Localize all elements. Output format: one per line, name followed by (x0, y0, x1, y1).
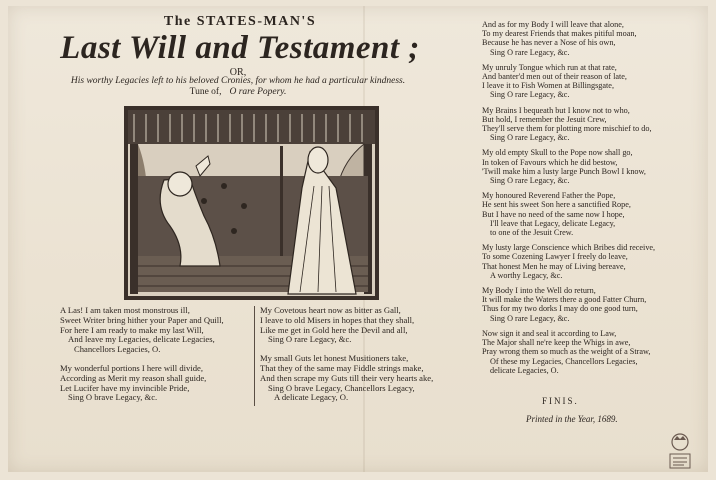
title-line-2: Last Will and Testament ; (60, 30, 420, 66)
verse-line: He sent his sweet Son here a sanctified Rope, (482, 200, 631, 210)
verse-line: Sing O brave Legacy, &c. (68, 392, 158, 403)
verse-column-right (482, 20, 707, 381)
verse-line: According as Merit my reason shall guide, (60, 372, 207, 383)
stanza (482, 148, 707, 185)
imprint: Printed in the Year, 1689. (526, 414, 618, 424)
verse-line: But I have no need of the same now I hope, (482, 209, 625, 219)
verse-line: They'll serve them for plotting more mischief to do, (482, 124, 652, 134)
column-divider (254, 306, 255, 406)
broadside-sheet (8, 6, 708, 472)
stanza (482, 329, 707, 375)
verse-line: My unruly Tongue which run at that rate, (482, 62, 617, 72)
verse-line: I leave to old Misers in hopes that they shall, (260, 314, 415, 325)
library-stamp-icon (664, 430, 696, 474)
verse-line: Sing O rare Legacy, &c. (490, 90, 570, 100)
verse-line: The Major shall ne're keep the Whigs in awe, (482, 338, 631, 348)
finis: FINIS. (542, 396, 579, 406)
verse-line: delicate Legacies, O. (490, 365, 559, 375)
verse-line: And leave my Legacies, delicate Legacies, (68, 334, 215, 345)
verse-line: Sing O rare Legacy, &c. (490, 47, 570, 57)
stanza (482, 20, 707, 57)
tune-line (128, 87, 348, 97)
title-or: OR, (229, 67, 247, 78)
verse-line: A delicate Legacy, O. (274, 392, 349, 403)
verse-column-b (260, 306, 450, 412)
verse-line: A worthy Legacy, &c. (490, 270, 563, 280)
verse-line: Of these my Legacies, Chancellors Legacies, (490, 356, 638, 366)
verse-line: But hold, I remember the Jesuit Crew, (482, 114, 607, 124)
verse-line: That honest Men he may of Living bereave, (482, 261, 626, 271)
verse-line: I'll leave that Legacy, delicate Legacy, (490, 218, 616, 228)
stanza (60, 306, 250, 355)
verse-line: Chancellors Legacies, O. (74, 344, 161, 355)
verse-line: And as for my Body I will leave that alone, (482, 20, 624, 29)
verse-line: Thus for my two dorks I may do one good turn, (482, 304, 638, 314)
verse-line: Let Lucifer have my invincible Pride, (60, 382, 190, 393)
stanza (482, 63, 707, 100)
stanza (482, 243, 707, 280)
tune-label: Tune of, (189, 87, 222, 97)
verse-line: To some Cozening Lawyer I freely do leave, (482, 252, 628, 262)
subtitle: His worthy Legacies left to his beloved Cronies, for whom he had a particular kindness. (70, 76, 406, 86)
stanza (260, 354, 450, 403)
verse-line: My wonderful portions I here will divide, (60, 362, 203, 373)
verse-line: A Las! I am taken most monstrous ill, (60, 305, 190, 315)
tune-name: O rare Popery. (229, 87, 287, 97)
verse-line: Sing O rare Legacy, &c. (490, 133, 570, 143)
verse-line: Sing O rare Legacy, &c. (490, 176, 570, 186)
verse-line: Like me get in Gold here the Devil and all, (260, 324, 408, 335)
verse-line: To my dearest Friends that makes pitiful moan, (482, 29, 637, 39)
stanza (482, 286, 707, 323)
verse-line: My honoured Reverend Father the Pope, (482, 191, 616, 201)
verse-column-a (60, 306, 250, 412)
woodcut-illustration (124, 106, 379, 300)
verse-line: My Covetous heart now as bitter as Gall, (260, 305, 401, 315)
verse-line: to one of the Jesuit Crew. (490, 228, 574, 238)
stanza (482, 106, 707, 143)
stanza (60, 364, 250, 403)
verse-line: And then scrape my Guts till their very hearts ake, (260, 372, 434, 383)
verse-line: For here I am ready to make my last Will, (60, 324, 204, 335)
verse-line: I leave it to Fish Women at Billingsgate, (482, 81, 614, 91)
verse-line: My Brains I bequeath but I know not to who, (482, 105, 630, 115)
title-line-1: The STATES-MAN'S (163, 14, 317, 29)
verse-line: My small Guts let honest Musitioners take, (260, 353, 409, 364)
verse-line: Sing O rare Legacy, &c. (490, 313, 570, 323)
verse-line: My Body I into the Well do return, (482, 286, 596, 296)
verse-line: And banter'd men out of their reason of late, (482, 72, 627, 82)
verse-line: Because he has never a Nose of his own, (482, 38, 616, 48)
verse-line: Sing O rare Legacy, &c. (268, 334, 352, 345)
stanza (482, 191, 707, 237)
verse-line: My lusty large Conscience which Bribes did receive, (482, 243, 656, 253)
verse-line: 'Twill make him a lusty large Punch Bowl I know, (482, 166, 646, 176)
stanza (260, 306, 450, 345)
verse-line: My old empty Skull to the Pope now shall go, (482, 148, 633, 158)
verse-line: In token of Favours which he did bestow, (482, 157, 618, 167)
verse-line: That they of the same may Fiddle strings make, (260, 362, 424, 373)
verse-line: Pray wrong them so much as the weight of a Straw, (482, 347, 651, 357)
verse-line: Sweet Writer bring hither your Paper and Quill, (60, 314, 224, 325)
verse-line: Sing O brave Legacy, Chancellors Legacy, (268, 382, 415, 393)
verse-line: It will make the Waters there a good Fatter Churn, (482, 295, 647, 305)
verse-line: Now sign it and seal it according to Law, (482, 328, 617, 338)
